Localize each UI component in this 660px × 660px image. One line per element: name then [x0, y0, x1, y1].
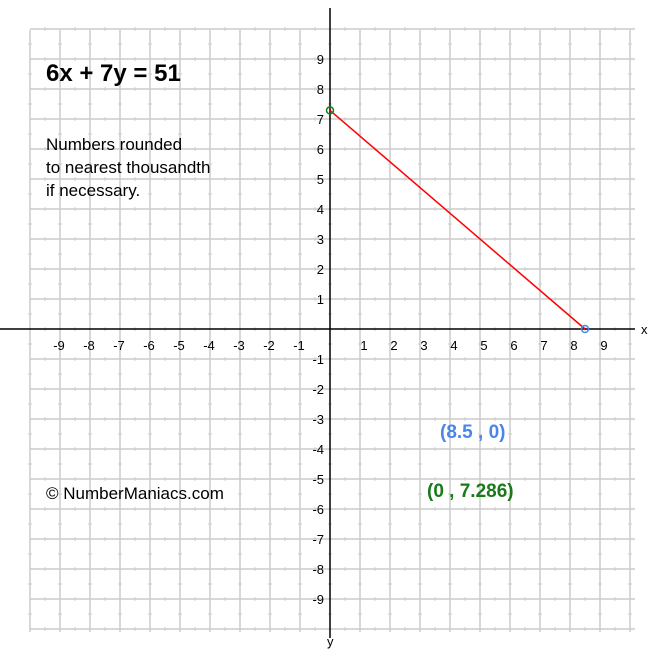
y-intercept-label: (0 , 7.286) — [427, 481, 514, 502]
y-tick-label: -3 — [312, 412, 324, 427]
y-tick-label: -4 — [312, 442, 324, 457]
y-tick-label: 2 — [316, 262, 324, 277]
x-tick-label: -5 — [173, 338, 185, 353]
x-tick-label: 5 — [480, 338, 488, 353]
x-tick-label: -4 — [203, 338, 215, 353]
x-tick-label: 1 — [360, 338, 368, 353]
x-tick-label: 3 — [420, 338, 428, 353]
x-tick-label: 4 — [450, 338, 458, 353]
equation-title: 6x + 7y = 51 — [46, 60, 181, 87]
x-tick-label: -9 — [53, 338, 65, 353]
x-tick-label: -3 — [233, 338, 245, 353]
x-intercept-label: (8.5 , 0) — [440, 422, 506, 443]
y-axis-label: y — [327, 634, 334, 649]
x-tick-label: -8 — [83, 338, 95, 353]
y-tick-label: 8 — [316, 82, 324, 97]
x-tick-label: -1 — [293, 338, 305, 353]
y-tick-label: 3 — [316, 232, 324, 247]
x-tick-label: 6 — [510, 338, 518, 353]
y-tick-label: 1 — [316, 292, 324, 307]
y-tick-label: 9 — [316, 52, 324, 67]
x-tick-label: 7 — [540, 338, 548, 353]
y-tick-label: -1 — [312, 352, 324, 367]
note-line: Numbers rounded — [46, 135, 183, 154]
y-tick-label: 7 — [316, 112, 324, 127]
y-tick-label: -9 — [312, 592, 324, 607]
note-line: if necessary. — [46, 181, 141, 200]
y-tick-label: -6 — [312, 502, 324, 517]
note-line: to nearest thousandth — [46, 158, 211, 177]
copyright-text: © NumberManiacs.com — [46, 484, 224, 503]
y-tick-label: -5 — [312, 472, 324, 487]
y-tick-label: -7 — [312, 532, 324, 547]
x-tick-label: -2 — [263, 338, 275, 353]
x-tick-label: 2 — [390, 338, 398, 353]
x-axis-label: x — [641, 322, 648, 337]
x-tick-label: -6 — [143, 338, 155, 353]
x-tick-label: -7 — [113, 338, 125, 353]
y-tick-label: -8 — [312, 562, 324, 577]
equation-line — [330, 110, 585, 329]
y-tick-label: -2 — [312, 382, 324, 397]
axes — [0, 8, 648, 649]
y-tick-label: 6 — [316, 142, 324, 157]
x-tick-label: 8 — [570, 338, 578, 353]
y-tick-label: 5 — [316, 172, 324, 187]
rounding-note — [46, 133, 210, 202]
y-tick-label: 4 — [316, 202, 324, 217]
x-tick-label: 9 — [600, 338, 608, 353]
